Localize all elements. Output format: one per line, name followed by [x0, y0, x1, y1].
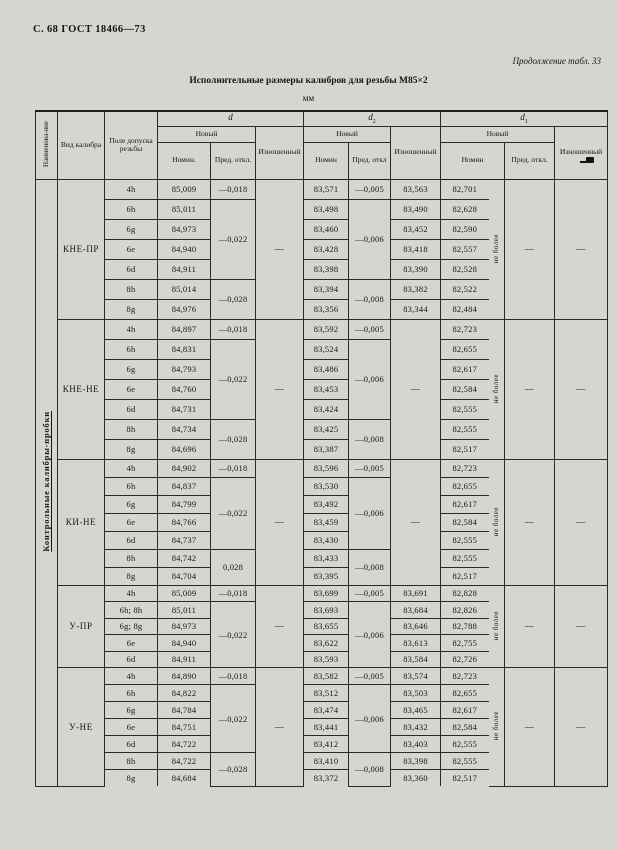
- cell-d2-nominal: 83,430: [304, 531, 349, 549]
- header-d1-iznoshennyi: Изношенный: [555, 126, 608, 179]
- cell-d1-nominal: 82,590: [441, 219, 489, 239]
- cell-d2-nominal: 83,395: [304, 567, 349, 585]
- cell-tolerance-field: 4h: [105, 319, 158, 339]
- cell-d-nominal: 84,973: [158, 618, 211, 635]
- header-d-pred: Пред. откл.: [211, 142, 256, 179]
- cell-ne-bolee: [489, 459, 505, 585]
- cell-d-nominal: 84,831: [158, 339, 211, 359]
- cell-d1-deviation: —: [505, 668, 555, 787]
- cell-tolerance-field: 6g: [105, 495, 158, 513]
- cell-d-nominal: 84,742: [158, 549, 211, 567]
- cell-d2-worn: 83,465: [391, 702, 441, 719]
- cell-d1-nominal: 82,584: [441, 379, 489, 399]
- page-title: Исполнительные размеры калибров для резьбы М85×2: [189, 76, 428, 86]
- cell-tolerance-field: 6e: [105, 513, 158, 531]
- cell-d-nominal: 85,014: [158, 279, 211, 299]
- cell-tolerance-field: 6e: [105, 379, 158, 399]
- cell-d1-nominal: 82,557: [441, 239, 489, 259]
- cell-d2-nominal: 83,394: [304, 279, 349, 299]
- cell-d1-nominal: 82,528: [441, 259, 489, 279]
- cell-d2-worn: 83,390: [391, 259, 441, 279]
- cell-d-nominal: 84,799: [158, 495, 211, 513]
- cell-tolerance-field: 8h: [105, 549, 158, 567]
- cell-d2-worn: 83,503: [391, 685, 441, 702]
- cell-d2-nominal: 83,410: [304, 753, 349, 770]
- cell-tolerance-field: 6d: [105, 736, 158, 753]
- cell-d1-nominal: 82,723: [441, 459, 489, 477]
- cell-d-nominal: 84,784: [158, 702, 211, 719]
- cell-d2-nominal: 83,571: [304, 179, 349, 199]
- cell-gauge-type: КНЕ-ПР: [58, 179, 105, 319]
- cell-tolerance-field: 6h: [105, 477, 158, 495]
- cell-d2-worn: 83,432: [391, 719, 441, 736]
- header-d1-nomin: Номин: [441, 142, 505, 179]
- header-group-d2: $d_2$: [304, 111, 441, 126]
- cell-d-nominal: 84,751: [158, 719, 211, 736]
- cell-tolerance-field: 6h: [105, 685, 158, 702]
- cell-d1-deviation: —: [505, 585, 555, 668]
- print-artifact-mark: [586, 157, 594, 163]
- document-reference: С. 68 ГОСТ 18466—73: [33, 24, 146, 35]
- cell-tolerance-field: 6d: [105, 259, 158, 279]
- cell-tolerance-field: 6d: [105, 399, 158, 419]
- cell-d1-nominal: 82,584: [441, 513, 489, 531]
- cell-d2-deviation: —0,005: [349, 319, 391, 339]
- cell-d2-worn: 83,691: [391, 585, 441, 602]
- cell-d2-worn: 83,418: [391, 239, 441, 259]
- cell-d2-deviation: —0,005: [349, 179, 391, 199]
- cell-d-deviation: —0,018: [211, 319, 256, 339]
- cell-d2-deviation: —0,006: [349, 685, 391, 753]
- cell-d1-nominal: 82,484: [441, 299, 489, 319]
- cell-d2-nominal: 83,424: [304, 399, 349, 419]
- cell-tolerance-field: 6e: [105, 719, 158, 736]
- header-d2-novyi: Новый: [304, 126, 391, 142]
- cell-d2-nominal: 83,459: [304, 513, 349, 531]
- cell-d2-worn: —: [391, 319, 441, 459]
- cell-d1-nominal: 82,828: [441, 585, 489, 602]
- cell-gauge-type: У-ПР: [58, 585, 105, 668]
- header-group-d: d: [158, 111, 304, 126]
- cell-d1-worn: —: [555, 668, 608, 787]
- table-row: [36, 319, 608, 339]
- table-row: [36, 179, 608, 199]
- cell-d2-worn: 83,613: [391, 635, 441, 652]
- header-d2-iznoshennyi: Изношенный: [391, 126, 441, 179]
- cell-tolerance-field: 6h: [105, 339, 158, 359]
- cell-d-nominal: 84,890: [158, 668, 211, 685]
- cell-tolerance-field: 4h: [105, 459, 158, 477]
- cell-tolerance-field: 4h: [105, 668, 158, 685]
- header-pole-dopuska: Поле допуска резьбы: [105, 111, 158, 179]
- cell-gauge-type: КНЕ-НЕ: [58, 319, 105, 459]
- cell-d-nominal: 85,011: [158, 199, 211, 219]
- cell-d2-deviation: —0,005: [349, 668, 391, 685]
- cell-d1-nominal: 82,517: [441, 567, 489, 585]
- cell-d1-nominal: 82,555: [441, 419, 489, 439]
- table-continuation-note: Продолжение табл. 33: [512, 56, 601, 66]
- cell-d2-nominal: 83,622: [304, 635, 349, 652]
- cell-d2-nominal: 83,433: [304, 549, 349, 567]
- cell-d2-nominal: 83,582: [304, 668, 349, 685]
- cell-d-deviation: 0,028: [211, 549, 256, 585]
- cell-tolerance-field: 8g: [105, 439, 158, 459]
- cell-tolerance-field: 6g: [105, 359, 158, 379]
- cell-d2-nominal: 83,486: [304, 359, 349, 379]
- cell-d1-nominal: 82,788: [441, 618, 489, 635]
- cell-d2-worn: 83,490: [391, 199, 441, 219]
- cell-d2-worn: 83,382: [391, 279, 441, 299]
- cell-gauge-type: У-НЕ: [58, 668, 105, 787]
- cell-tolerance-field: 8h: [105, 419, 158, 439]
- cell-d-nominal: 84,722: [158, 736, 211, 753]
- cell-d2-nominal: 83,492: [304, 495, 349, 513]
- cell-d-nominal: 84,902: [158, 459, 211, 477]
- cell-d2-deviation: —0,006: [349, 602, 391, 668]
- cell-d2-nominal: 83,412: [304, 736, 349, 753]
- cell-d2-worn: 83,563: [391, 179, 441, 199]
- cell-d1-nominal: 82,555: [441, 399, 489, 419]
- cell-d1-nominal: 82,555: [441, 531, 489, 549]
- cell-d-nominal: 84,822: [158, 685, 211, 702]
- cell-tolerance-field: 6g: [105, 219, 158, 239]
- cell-d1-nominal: 82,755: [441, 635, 489, 652]
- cell-d-deviation: —0,022: [211, 339, 256, 419]
- cell-tolerance-field: 6d: [105, 531, 158, 549]
- header-d2-nomin: Номин: [304, 142, 349, 179]
- cell-d1-nominal: 82,723: [441, 319, 489, 339]
- cell-d-worn: —: [256, 668, 304, 787]
- cell-d1-nominal: 82,655: [441, 685, 489, 702]
- table-row: [36, 668, 608, 685]
- header-group-d1: $d_1$: [441, 111, 608, 126]
- cell-d-nominal: 84,737: [158, 531, 211, 549]
- cell-d2-deviation: —0,005: [349, 585, 391, 602]
- ne-bolee-label: не более: [491, 506, 500, 536]
- ne-bolee-label: не более: [491, 610, 500, 641]
- cell-d1-nominal: 82,617: [441, 702, 489, 719]
- table-body: [36, 179, 608, 786]
- cell-tolerance-field: 6d: [105, 651, 158, 668]
- header-d-nomin: Номин.: [158, 142, 211, 179]
- cell-d-deviation: —0,022: [211, 602, 256, 668]
- cell-tolerance-field: 8g: [105, 567, 158, 585]
- cell-d-deviation: —0,018: [211, 668, 256, 685]
- cell-d2-deviation: —0,006: [349, 339, 391, 419]
- row-group-label: [36, 179, 58, 786]
- cell-d2-nominal: 83,699: [304, 585, 349, 602]
- cell-d1-nominal: 82,517: [441, 770, 489, 787]
- vertical-group-label: Контрольные калибры-пробки: [41, 411, 52, 553]
- cell-d-deviation: —0,018: [211, 585, 256, 602]
- cell-d2-nominal: 83,425: [304, 419, 349, 439]
- cell-d1-nominal: 82,617: [441, 495, 489, 513]
- cell-d1-nominal: 82,723: [441, 668, 489, 685]
- cell-d1-worn: —: [555, 179, 608, 319]
- cell-d-nominal: 84,731: [158, 399, 211, 419]
- cell-tolerance-field: 6e: [105, 635, 158, 652]
- cell-d2-deviation: —0,006: [349, 477, 391, 549]
- cell-d-nominal: 84,760: [158, 379, 211, 399]
- cell-ne-bolee: [489, 585, 505, 668]
- cell-d1-worn: —: [555, 585, 608, 668]
- cell-d2-worn: 83,646: [391, 618, 441, 635]
- cell-d1-nominal: 82,655: [441, 477, 489, 495]
- header-d2-pred: Пред. откл: [349, 142, 391, 179]
- cell-d2-nominal: 83,356: [304, 299, 349, 319]
- cell-d-worn: —: [256, 179, 304, 319]
- cell-ne-bolee: [489, 179, 505, 319]
- cell-d2-nominal: 83,460: [304, 219, 349, 239]
- cell-d2-worn: 83,574: [391, 668, 441, 685]
- cell-d-nominal: 85,009: [158, 179, 211, 199]
- cell-d2-worn: 83,452: [391, 219, 441, 239]
- cell-d1-nominal: 82,584: [441, 719, 489, 736]
- cell-d-deviation: —0,018: [211, 459, 256, 477]
- cell-d-nominal: 84,684: [158, 770, 211, 787]
- cell-d-nominal: 84,704: [158, 567, 211, 585]
- cell-d2-worn: 83,398: [391, 753, 441, 770]
- cell-d1-nominal: 82,726: [441, 651, 489, 668]
- cell-ne-bolee: [489, 319, 505, 459]
- cell-tolerance-field: 6g; 8g: [105, 618, 158, 635]
- cell-d-deviation: —0,028: [211, 279, 256, 319]
- cell-d2-deviation: —0,008: [349, 419, 391, 459]
- cell-d2-nominal: 83,453: [304, 379, 349, 399]
- cell-d2-worn: 83,684: [391, 602, 441, 619]
- cell-d-nominal: 84,696: [158, 439, 211, 459]
- cell-d2-nominal: 83,596: [304, 459, 349, 477]
- cell-gauge-type: КИ-НЕ: [58, 459, 105, 585]
- cell-d2-deviation: —0,005: [349, 459, 391, 477]
- cell-d2-worn: 83,403: [391, 736, 441, 753]
- cell-d2-deviation: —0,006: [349, 199, 391, 279]
- cell-tolerance-field: 6h: [105, 199, 158, 219]
- table-row: [36, 585, 608, 602]
- cell-d2-nominal: 83,512: [304, 685, 349, 702]
- cell-d2-worn: —: [391, 459, 441, 585]
- cell-d-nominal: 84,897: [158, 319, 211, 339]
- cell-d2-worn: 83,344: [391, 299, 441, 319]
- cell-ne-bolee: [489, 668, 505, 787]
- cell-d-nominal: 84,911: [158, 651, 211, 668]
- cell-d-deviation: —0,022: [211, 685, 256, 753]
- cell-d1-deviation: —: [505, 459, 555, 585]
- ne-bolee-label: не более: [491, 373, 500, 403]
- cell-d2-nominal: 83,428: [304, 239, 349, 259]
- cell-d1-nominal: 82,701: [441, 179, 489, 199]
- cell-tolerance-field: 4h: [105, 179, 158, 199]
- ne-bolee-label: не более: [491, 711, 500, 741]
- cell-d1-nominal: 82,826: [441, 602, 489, 619]
- table-header: [36, 111, 608, 179]
- cell-tolerance-field: 4h: [105, 585, 158, 602]
- cell-d1-deviation: —: [505, 179, 555, 319]
- cell-d-deviation: —0,022: [211, 199, 256, 279]
- cell-tolerance-field: 6g: [105, 702, 158, 719]
- cell-d-deviation: —0,028: [211, 753, 256, 787]
- cell-d-nominal: 84,973: [158, 219, 211, 239]
- units-label: мм: [302, 93, 315, 103]
- cell-d1-deviation: —: [505, 319, 555, 459]
- table-row: [36, 459, 608, 477]
- cell-d1-nominal: 82,517: [441, 439, 489, 459]
- header-d1-novyi: Новый: [441, 126, 555, 142]
- cell-d2-nominal: 83,524: [304, 339, 349, 359]
- cell-d2-nominal: 83,655: [304, 618, 349, 635]
- cell-d2-nominal: 83,474: [304, 702, 349, 719]
- cell-d-nominal: 84,976: [158, 299, 211, 319]
- cell-d-worn: —: [256, 585, 304, 668]
- cell-d-nominal: 84,722: [158, 753, 211, 770]
- cell-tolerance-field: 8h: [105, 279, 158, 299]
- cell-tolerance-field: 8h: [105, 753, 158, 770]
- cell-d1-worn: —: [555, 459, 608, 585]
- cell-d1-nominal: 82,617: [441, 359, 489, 379]
- cell-d-deviation: —0,028: [211, 419, 256, 459]
- header-d1-pred: Пред. откл.: [505, 142, 555, 179]
- cell-d2-nominal: 83,592: [304, 319, 349, 339]
- cell-d-nominal: 84,734: [158, 419, 211, 439]
- cell-d2-nominal: 83,387: [304, 439, 349, 459]
- cell-d2-nominal: 83,530: [304, 477, 349, 495]
- calibration-sizes-table: [35, 110, 608, 787]
- cell-tolerance-field: 6e: [105, 239, 158, 259]
- cell-d2-nominal: 83,398: [304, 259, 349, 279]
- ne-bolee-label: не более: [491, 233, 500, 263]
- cell-d1-nominal: 82,555: [441, 753, 489, 770]
- cell-d-deviation: —0,018: [211, 179, 256, 199]
- cell-d2-nominal: 83,693: [304, 602, 349, 619]
- cell-d-nominal: 84,940: [158, 635, 211, 652]
- cell-tolerance-field: 8g: [105, 770, 158, 787]
- header-d-iznoshennyi: Изношенный: [256, 126, 304, 179]
- cell-d2-deviation: —0,008: [349, 279, 391, 319]
- cell-d2-nominal: 83,498: [304, 199, 349, 219]
- cell-d-nominal: 84,940: [158, 239, 211, 259]
- header-d-novyi: Новый: [158, 126, 256, 142]
- cell-d2-nominal: 83,441: [304, 719, 349, 736]
- cell-d-nominal: 84,793: [158, 359, 211, 379]
- cell-tolerance-field: 6h; 8h: [105, 602, 158, 619]
- cell-d2-nominal: 83,593: [304, 651, 349, 668]
- cell-d-worn: —: [256, 459, 304, 585]
- cell-d-nominal: 85,011: [158, 602, 211, 619]
- cell-d2-deviation: —0,008: [349, 753, 391, 787]
- cell-d2-nominal: 83,372: [304, 770, 349, 787]
- cell-d-nominal: 84,911: [158, 259, 211, 279]
- cell-d2-worn: 83,584: [391, 651, 441, 668]
- cell-d1-nominal: 82,655: [441, 339, 489, 359]
- cell-d1-nominal: 82,555: [441, 549, 489, 567]
- cell-d2-deviation: —0,008: [349, 549, 391, 585]
- cell-d-worn: —: [256, 319, 304, 459]
- cell-d2-worn: 83,360: [391, 770, 441, 787]
- cell-d-nominal: 85,009: [158, 585, 211, 602]
- cell-d-deviation: —0,022: [211, 477, 256, 549]
- cell-d1-worn: —: [555, 319, 608, 459]
- cell-d-nominal: 84,766: [158, 513, 211, 531]
- cell-d-nominal: 84,837: [158, 477, 211, 495]
- cell-tolerance-field: 8g: [105, 299, 158, 319]
- cell-d1-nominal: 82,555: [441, 736, 489, 753]
- cell-d1-nominal: 82,628: [441, 199, 489, 219]
- header-vid-kalibra: Вид калибра: [58, 111, 105, 179]
- cell-d1-nominal: 82,522: [441, 279, 489, 299]
- header-naimenovanie: Наименова-ние: [36, 111, 58, 179]
